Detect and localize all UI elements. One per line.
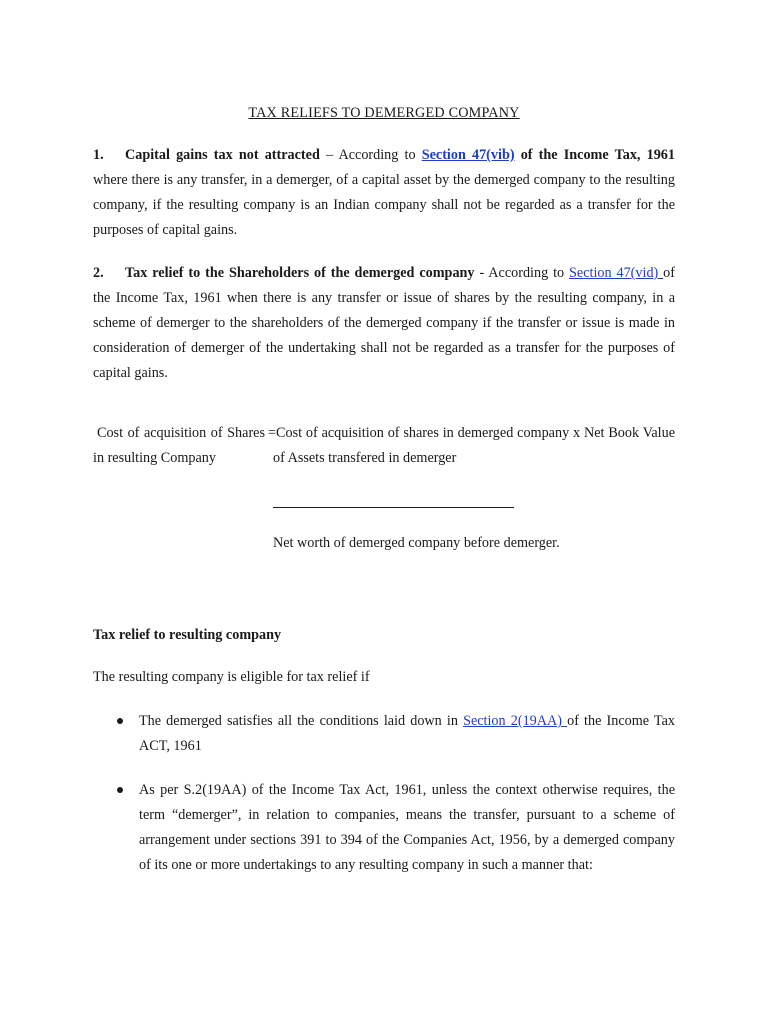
section-2-heading: Tax relief to the Shareholders of the demerged company	[125, 265, 475, 281]
bullet-1-text: The demerged satisfies all the conditions laid down in	[139, 713, 464, 729]
formula-denominator: Net worth of demerged company before demerger.	[273, 535, 560, 551]
conditions-list	[93, 709, 675, 878]
section-47vid-link[interactable]: Section 47(vid)	[569, 265, 664, 281]
section-1-body: where there is any transfer, in a demerger, of a capital asset by the demerged company to the resulting company, if the resulting company is an Indian company shall not be regarded as a transfer for the purposes of capital gains.	[93, 172, 675, 238]
section-3-heading	[93, 623, 675, 648]
section-1-act-name: of the Income Tax, 1961	[514, 147, 675, 163]
section-1-dash: – According to	[319, 147, 422, 163]
section-2-19aa-link[interactable]: Section 2(19AA)	[463, 713, 568, 729]
section-3-intro: The resulting company is eligible for tax relief if	[93, 669, 370, 685]
fraction-line	[273, 507, 514, 508]
cost-formula	[93, 421, 675, 561]
formula-equals: =	[268, 425, 277, 441]
section-2-paragraph	[93, 261, 675, 386]
bullet-2-text: As per S.2(19AA) of the Income Tax Act, 1961, unless the context otherwise requires, the term “demerger”, in relation to companies, means the transfer, pursuant to a scheme of arrangement under sections 391 to 394 of the Companies Act, 1956, by a demerged company of its one or more undertakings to any resulting company in such a manner that:	[139, 782, 675, 873]
document-title: TAX RELIEFS TO DEMERGED COMPANY	[248, 105, 520, 121]
formula-left-term	[93, 421, 265, 471]
formula-left-text: Cost of acquisition of Shares in resulting Company	[93, 425, 265, 466]
formula-numerator-text: Cost of acquisition of shares in demerged company x Net Book Value of Assets transfered in demerger	[273, 425, 675, 466]
section-47vib-link[interactable]: Section 47(vib)	[421, 147, 515, 163]
section-2-body: of the Income Tax, 1961 when there is any transfer or issue of shares by the resulting company, in a scheme of demerger to the shareholders of the demerged company if the transfer or issue is made in consideration of demerger of the undertaking shall not be regarded as a transfer for the purposes of capital gains.	[93, 265, 675, 381]
section-1-heading: Capital gains tax not attracted	[125, 147, 320, 163]
bullet-icon	[117, 718, 123, 724]
section-3-heading-text: Tax relief to resulting company	[93, 627, 282, 643]
section-1-paragraph	[93, 143, 675, 243]
list-item	[93, 778, 675, 878]
formula-numerator	[268, 421, 675, 471]
section-1-number: 1.	[93, 147, 104, 163]
bullet-1-after-link: of the Income Tax ACT, 1961	[139, 713, 675, 754]
list-item	[93, 709, 675, 759]
section-2-dash: - According to	[474, 265, 570, 281]
section-2-number: 2.	[93, 265, 104, 281]
bullet-icon	[117, 787, 123, 793]
